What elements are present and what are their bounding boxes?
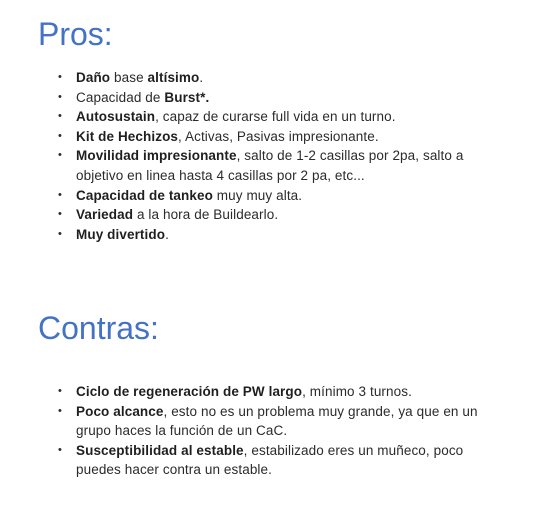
list-item (56, 127, 496, 147)
item-bold: Daño (76, 70, 111, 85)
bullet: • (58, 110, 62, 123)
item-rest: . (199, 70, 204, 85)
bullet: • (58, 90, 62, 103)
list-item (56, 402, 496, 441)
bullet: • (58, 404, 62, 417)
item-text: , mínimo 3 turnos. (302, 384, 412, 399)
list-item (56, 186, 496, 206)
item-bold: Ciclo de regeneración de PW largo (76, 384, 303, 399)
bullet: • (58, 385, 62, 397)
cons-heading: Contras: (38, 310, 159, 346)
item-text: muy muy alta. (212, 187, 303, 203)
list-item (56, 441, 496, 480)
item-text: , Activas, Pasivas impresionante. (178, 128, 379, 144)
list-item (56, 68, 496, 88)
bullet: • (58, 149, 62, 162)
bullet: • (58, 208, 62, 221)
bullet: • (58, 443, 62, 456)
pros-list (56, 68, 496, 244)
item-text: Capacidad de (76, 89, 165, 105)
item-text: , salto de 1-2 casillas por 2pa, salto a objetivo en linea hasta 4 casillas por 2 pa, etc... (76, 148, 464, 183)
item-text: , esto no es un problema muy grande, ya que en un grupo haces la función de un CaC. (76, 403, 478, 439)
bullet: • (58, 227, 62, 240)
item-text: . (165, 226, 169, 242)
list-item (56, 107, 496, 127)
item-bold-2: altísimo (147, 70, 200, 85)
list-item (56, 88, 496, 108)
item-bold: Susceptibilidad al estable (76, 442, 244, 458)
list-item (56, 382, 496, 402)
item-bold: Muy divertido (76, 226, 166, 242)
cons-list (56, 382, 496, 480)
bullet: • (58, 188, 62, 201)
item-text: , capaz de curarse full vida en un turno. (155, 109, 396, 125)
item-bold: Poco alcance (76, 403, 164, 419)
bullet: • (58, 129, 62, 142)
item-bold: Kit de Hechizos (76, 128, 179, 144)
list-item (56, 205, 496, 225)
item-bold: Movilidad impresionante (76, 148, 237, 164)
item-bold: Autosustain (76, 109, 156, 125)
list-item (56, 225, 496, 245)
item-text: base (110, 70, 148, 85)
bullet: • (58, 71, 62, 83)
list-item (56, 146, 496, 185)
item-text: , estabilizado eres un muñeco, poco puedes hacer contra un estable. (76, 442, 464, 478)
item-bold-2: Burst*. (164, 89, 210, 105)
pros-heading: Pros: (38, 16, 113, 52)
item-text: a la hora de Buildearlo. (133, 207, 279, 223)
item-bold: Variedad (76, 207, 134, 223)
item-bold: Capacidad de tankeo (76, 187, 213, 203)
